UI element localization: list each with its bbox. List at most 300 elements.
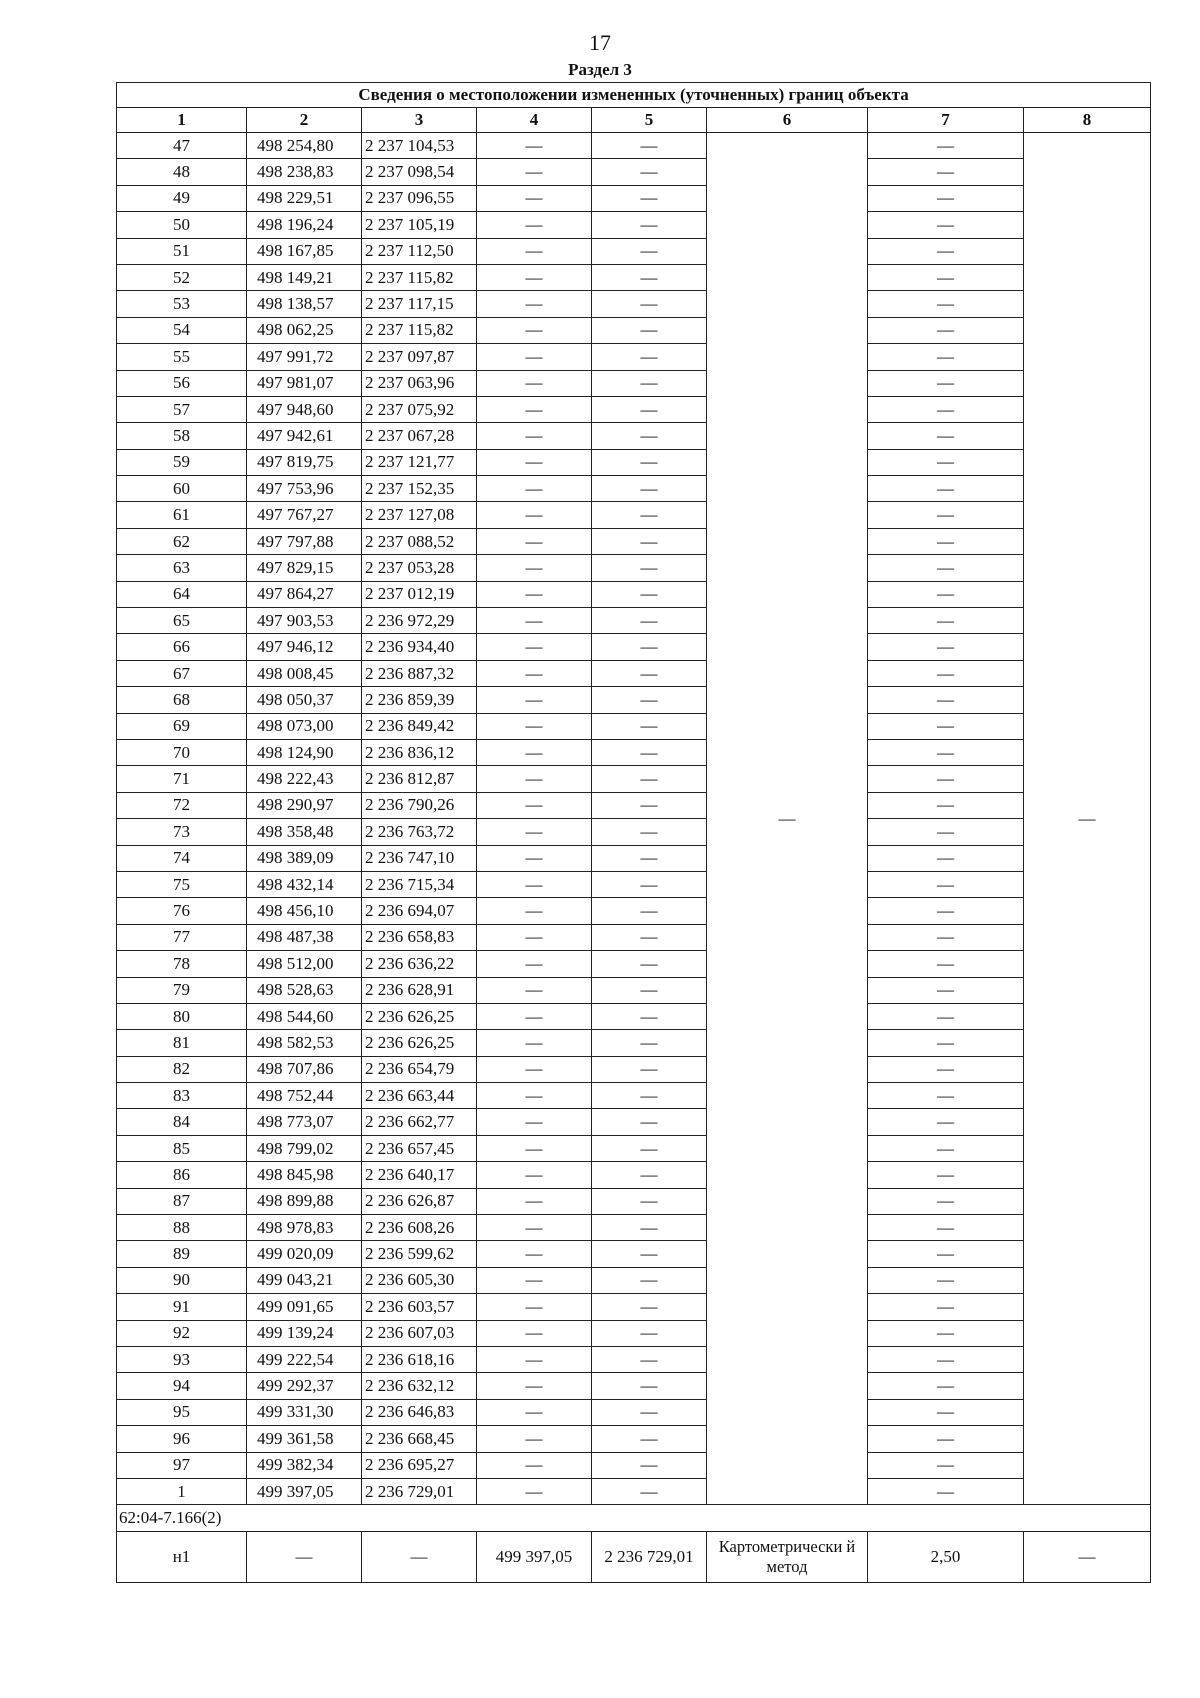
coord-x: 498 222,43 — [247, 766, 362, 792]
col5-dash: — — [592, 1320, 707, 1346]
col7-dash: — — [868, 581, 1024, 607]
col5-dash: — — [592, 871, 707, 897]
table-row — [117, 264, 1151, 290]
col5-dash: — — [592, 977, 707, 1003]
table-row — [117, 1083, 1151, 1109]
coord-x: 499 361,58 — [247, 1426, 362, 1452]
coord-x: 498 582,53 — [247, 1030, 362, 1056]
col5-dash: — — [592, 185, 707, 211]
table-row — [117, 1294, 1151, 1320]
column-header-2: 2 — [247, 108, 362, 133]
col4-dash: — — [477, 1294, 592, 1320]
col4-dash: — — [477, 423, 592, 449]
col7-dash: — — [868, 608, 1024, 634]
col4-dash: — — [477, 344, 592, 370]
col4-dash: — — [477, 528, 592, 554]
coord-y: 2 236 663,44 — [362, 1083, 477, 1109]
point-number: 92 — [117, 1320, 247, 1346]
col5-dash: — — [592, 238, 707, 264]
cadastral-number: 62:04-7.166(2) — [117, 1505, 1151, 1532]
final-col3: — — [362, 1532, 477, 1583]
coord-x: 498 512,00 — [247, 951, 362, 977]
col7-dash: — — [868, 1426, 1024, 1452]
col4-dash: — — [477, 1056, 592, 1082]
table-row — [117, 608, 1151, 634]
coord-x: 498 707,86 — [247, 1056, 362, 1082]
col5-dash: — — [592, 555, 707, 581]
point-number: 88 — [117, 1215, 247, 1241]
coord-y: 2 236 654,79 — [362, 1056, 477, 1082]
coord-x: 498 167,85 — [247, 238, 362, 264]
column-header-4: 4 — [477, 108, 592, 133]
column-header-5: 5 — [592, 108, 707, 133]
col4-dash: — — [477, 185, 592, 211]
col6-merged-dash: — — [707, 133, 868, 1505]
col5-dash: — — [592, 476, 707, 502]
col4-dash: — — [477, 1399, 592, 1425]
col7-dash: — — [868, 1452, 1024, 1478]
point-number: 64 — [117, 581, 247, 607]
coord-y: 2 236 658,83 — [362, 924, 477, 950]
col7-dash: — — [868, 555, 1024, 581]
col5-dash: — — [592, 291, 707, 317]
col5-dash: — — [592, 1215, 707, 1241]
column-header-7: 7 — [868, 108, 1024, 133]
coord-x: 498 544,60 — [247, 1003, 362, 1029]
col7-dash: — — [868, 1030, 1024, 1056]
coord-y: 2 236 715,34 — [362, 871, 477, 897]
coord-x: 498 290,97 — [247, 792, 362, 818]
table-row — [117, 1003, 1151, 1029]
final-point: н1 — [117, 1532, 247, 1583]
col5-dash: — — [592, 608, 707, 634]
table-row — [117, 1162, 1151, 1188]
point-number: 82 — [117, 1056, 247, 1082]
col7-dash: — — [868, 159, 1024, 185]
point-number: 94 — [117, 1373, 247, 1399]
table-row — [117, 819, 1151, 845]
coord-x: 497 942,61 — [247, 423, 362, 449]
col4-dash: — — [477, 291, 592, 317]
col4-dash: — — [477, 951, 592, 977]
point-number: 80 — [117, 1003, 247, 1029]
coord-x: 498 845,98 — [247, 1162, 362, 1188]
coord-y: 2 237 121,77 — [362, 449, 477, 475]
col7-dash: — — [868, 1135, 1024, 1161]
col4-dash: — — [477, 739, 592, 765]
col7-dash: — — [868, 1162, 1024, 1188]
col5-dash: — — [592, 951, 707, 977]
coord-y: 2 237 115,82 — [362, 317, 477, 343]
col5-dash: — — [592, 1452, 707, 1478]
table-row — [117, 1452, 1151, 1478]
table-row — [117, 898, 1151, 924]
col7-dash: — — [868, 819, 1024, 845]
final-accuracy: 2,50 — [868, 1532, 1024, 1583]
point-number: 87 — [117, 1188, 247, 1214]
point-number: 68 — [117, 687, 247, 713]
col7-dash: — — [868, 317, 1024, 343]
col5-dash: — — [592, 1109, 707, 1135]
coord-y: 2 237 104,53 — [362, 133, 477, 159]
coord-x: 498 073,00 — [247, 713, 362, 739]
table-row — [117, 133, 1151, 159]
col7-dash: — — [868, 766, 1024, 792]
point-number: 62 — [117, 528, 247, 554]
coord-y: 2 236 657,45 — [362, 1135, 477, 1161]
coord-y: 2 236 747,10 — [362, 845, 477, 871]
col5-dash: — — [592, 766, 707, 792]
coord-y: 2 236 603,57 — [362, 1294, 477, 1320]
coord-y: 2 237 105,19 — [362, 212, 477, 238]
coord-x: 499 020,09 — [247, 1241, 362, 1267]
table-row — [117, 423, 1151, 449]
coord-x: 499 331,30 — [247, 1399, 362, 1425]
col4-dash: — — [477, 1320, 592, 1346]
table-row — [117, 977, 1151, 1003]
col7-dash: — — [868, 871, 1024, 897]
col4-dash: — — [477, 1452, 592, 1478]
col7-dash: — — [868, 1478, 1024, 1504]
col5-dash: — — [592, 1083, 707, 1109]
col4-dash: — — [477, 819, 592, 845]
col4-dash: — — [477, 449, 592, 475]
table-row — [117, 159, 1151, 185]
col7-dash: — — [868, 264, 1024, 290]
point-number: 91 — [117, 1294, 247, 1320]
col4-dash: — — [477, 687, 592, 713]
coord-y: 2 237 075,92 — [362, 396, 477, 422]
coord-y: 2 236 859,39 — [362, 687, 477, 713]
col4-dash: — — [477, 634, 592, 660]
col4-dash: — — [477, 871, 592, 897]
point-number: 93 — [117, 1346, 247, 1372]
col4-dash: — — [477, 766, 592, 792]
col7-dash: — — [868, 977, 1024, 1003]
col7-dash: — — [868, 370, 1024, 396]
table-row — [117, 951, 1151, 977]
table-row — [117, 1215, 1151, 1241]
col5-dash: — — [592, 159, 707, 185]
col5-dash: — — [592, 1135, 707, 1161]
coord-y: 2 236 599,62 — [362, 1241, 477, 1267]
point-number: 84 — [117, 1109, 247, 1135]
coord-y: 2 236 694,07 — [362, 898, 477, 924]
col5-dash: — — [592, 792, 707, 818]
coord-x: 497 829,15 — [247, 555, 362, 581]
point-number: 52 — [117, 264, 247, 290]
coord-x: 498 062,25 — [247, 317, 362, 343]
coord-x: 498 528,63 — [247, 977, 362, 1003]
column-header-8: 8 — [1024, 108, 1151, 133]
point-number: 51 — [117, 238, 247, 264]
col5-dash: — — [592, 344, 707, 370]
col7-dash: — — [868, 898, 1024, 924]
table-row — [117, 1030, 1151, 1056]
coord-x: 498 149,21 — [247, 264, 362, 290]
col4-dash: — — [477, 845, 592, 871]
table-row — [117, 1320, 1151, 1346]
coord-y: 2 236 607,03 — [362, 1320, 477, 1346]
table-row — [117, 291, 1151, 317]
point-number: 90 — [117, 1267, 247, 1293]
table-row — [117, 212, 1151, 238]
coord-y: 2 236 636,22 — [362, 951, 477, 977]
col5-dash: — — [592, 502, 707, 528]
col4-dash: — — [477, 1030, 592, 1056]
coord-y: 2 236 662,77 — [362, 1109, 477, 1135]
coord-y: 2 237 115,82 — [362, 264, 477, 290]
col4-dash: — — [477, 238, 592, 264]
col5-dash: — — [592, 1294, 707, 1320]
coord-x: 498 456,10 — [247, 898, 362, 924]
final-y: 2 236 729,01 — [592, 1532, 707, 1583]
col4-dash: — — [477, 1215, 592, 1241]
col7-dash: — — [868, 713, 1024, 739]
table-row — [117, 396, 1151, 422]
col4-dash: — — [477, 792, 592, 818]
col4-dash: — — [477, 1083, 592, 1109]
col5-dash: — — [592, 1030, 707, 1056]
col5-dash: — — [592, 924, 707, 950]
col5-dash: — — [592, 739, 707, 765]
coord-y: 2 236 836,12 — [362, 739, 477, 765]
point-number: 79 — [117, 977, 247, 1003]
point-number: 63 — [117, 555, 247, 581]
point-number: 59 — [117, 449, 247, 475]
coord-x: 497 991,72 — [247, 344, 362, 370]
coord-x: 498 487,38 — [247, 924, 362, 950]
point-number: 1 — [117, 1478, 247, 1504]
col7-dash: — — [868, 1294, 1024, 1320]
col5-dash: — — [592, 898, 707, 924]
coord-y: 2 236 972,29 — [362, 608, 477, 634]
coord-y: 2 237 096,55 — [362, 185, 477, 211]
col7-dash: — — [868, 1241, 1024, 1267]
coord-y: 2 237 112,50 — [362, 238, 477, 264]
point-number: 69 — [117, 713, 247, 739]
coord-x: 497 981,07 — [247, 370, 362, 396]
table-row — [117, 766, 1151, 792]
point-number: 67 — [117, 660, 247, 686]
col7-dash: — — [868, 660, 1024, 686]
col4-dash: — — [477, 1003, 592, 1029]
col5-dash: — — [592, 423, 707, 449]
table-row — [117, 1056, 1151, 1082]
col4-dash: — — [477, 660, 592, 686]
col4-dash: — — [477, 396, 592, 422]
coord-x: 498 752,44 — [247, 1083, 362, 1109]
point-number: 57 — [117, 396, 247, 422]
col4-dash: — — [477, 264, 592, 290]
col4-dash: — — [477, 370, 592, 396]
col5-dash: — — [592, 1346, 707, 1372]
col7-dash: — — [868, 212, 1024, 238]
point-number: 53 — [117, 291, 247, 317]
col7-dash: — — [868, 423, 1024, 449]
col5-dash: — — [592, 1373, 707, 1399]
col4-dash: — — [477, 1267, 592, 1293]
col4-dash: — — [477, 502, 592, 528]
boundary-table — [116, 82, 1151, 1583]
coord-x: 498 254,80 — [247, 133, 362, 159]
table-row — [117, 1241, 1151, 1267]
final-method: Картометрически й метод — [707, 1532, 868, 1583]
col5-dash: — — [592, 581, 707, 607]
col5-dash: — — [592, 449, 707, 475]
col4-dash: — — [477, 133, 592, 159]
col7-dash: — — [868, 449, 1024, 475]
coord-x: 498 389,09 — [247, 845, 362, 871]
col4-dash: — — [477, 1109, 592, 1135]
coord-x: 497 767,27 — [247, 502, 362, 528]
point-number: 81 — [117, 1030, 247, 1056]
col7-dash: — — [868, 396, 1024, 422]
col7-dash: — — [868, 1188, 1024, 1214]
coord-x: 498 773,07 — [247, 1109, 362, 1135]
coord-y: 2 237 152,35 — [362, 476, 477, 502]
col7-dash: — — [868, 1215, 1024, 1241]
point-number: 50 — [117, 212, 247, 238]
col5-dash: — — [592, 713, 707, 739]
table-header-row — [117, 108, 1151, 133]
coord-y: 2 236 605,30 — [362, 1267, 477, 1293]
column-header-3: 3 — [362, 108, 477, 133]
coord-x: 498 238,83 — [247, 159, 362, 185]
table-row — [117, 1399, 1151, 1425]
col7-dash: — — [868, 792, 1024, 818]
coord-x: 498 138,57 — [247, 291, 362, 317]
coord-y: 2 237 098,54 — [362, 159, 477, 185]
coord-x: 497 864,27 — [247, 581, 362, 607]
col4-dash: — — [477, 1188, 592, 1214]
final-col8: — — [1024, 1532, 1151, 1583]
coord-x: 497 797,88 — [247, 528, 362, 554]
coord-y: 2 236 646,83 — [362, 1399, 477, 1425]
col5-dash: — — [592, 1003, 707, 1029]
col5-dash: — — [592, 1426, 707, 1452]
col4-dash: — — [477, 581, 592, 607]
coord-x: 498 978,83 — [247, 1215, 362, 1241]
point-number: 47 — [117, 133, 247, 159]
coord-y: 2 236 934,40 — [362, 634, 477, 660]
coord-x: 497 946,12 — [247, 634, 362, 660]
table-row — [117, 871, 1151, 897]
point-number: 75 — [117, 871, 247, 897]
final-x: 499 397,05 — [477, 1532, 592, 1583]
col7-dash: — — [868, 291, 1024, 317]
col4-dash: — — [477, 924, 592, 950]
col5-dash: — — [592, 317, 707, 343]
coord-x: 499 397,05 — [247, 1478, 362, 1504]
coord-y: 2 237 012,19 — [362, 581, 477, 607]
final-col2: — — [247, 1532, 362, 1583]
coord-y: 2 237 063,96 — [362, 370, 477, 396]
point-number: 70 — [117, 739, 247, 765]
col7-dash: — — [868, 1399, 1024, 1425]
point-number: 55 — [117, 344, 247, 370]
coord-y: 2 236 887,32 — [362, 660, 477, 686]
col5-dash: — — [592, 370, 707, 396]
coord-y: 2 236 626,25 — [362, 1003, 477, 1029]
coord-y: 2 237 053,28 — [362, 555, 477, 581]
col5-dash: — — [592, 212, 707, 238]
col4-dash: — — [477, 898, 592, 924]
coord-y: 2 236 812,87 — [362, 766, 477, 792]
table-row — [117, 238, 1151, 264]
table-row — [117, 555, 1151, 581]
point-number: 56 — [117, 370, 247, 396]
col4-dash: — — [477, 1162, 592, 1188]
point-number: 65 — [117, 608, 247, 634]
col5-dash: — — [592, 634, 707, 660]
col7-dash: — — [868, 528, 1024, 554]
col4-dash: — — [477, 159, 592, 185]
table-row — [117, 370, 1151, 396]
col4-dash: — — [477, 555, 592, 581]
col7-dash: — — [868, 634, 1024, 660]
coord-y: 2 236 729,01 — [362, 1478, 477, 1504]
table-row — [117, 687, 1151, 713]
col4-dash: — — [477, 1478, 592, 1504]
point-number: 73 — [117, 819, 247, 845]
col7-dash: — — [868, 1346, 1024, 1372]
col5-dash: — — [592, 1478, 707, 1504]
col5-dash: — — [592, 1267, 707, 1293]
point-number: 60 — [117, 476, 247, 502]
coord-y: 2 236 626,25 — [362, 1030, 477, 1056]
coord-x: 497 948,60 — [247, 396, 362, 422]
coord-x: 497 903,53 — [247, 608, 362, 634]
coord-x: 498 050,37 — [247, 687, 362, 713]
coord-x: 499 222,54 — [247, 1346, 362, 1372]
col4-dash: — — [477, 1426, 592, 1452]
col8-merged-dash: — — [1024, 133, 1151, 1505]
col7-dash: — — [868, 687, 1024, 713]
col4-dash: — — [477, 212, 592, 238]
table-caption: Сведения о местоположении измененных (уточненных) границ объекта — [117, 83, 1151, 108]
col7-dash: — — [868, 238, 1024, 264]
table-row — [117, 1478, 1151, 1504]
table-row — [117, 792, 1151, 818]
coord-y: 2 236 632,12 — [362, 1373, 477, 1399]
col4-dash: — — [477, 317, 592, 343]
coord-y: 2 236 626,87 — [362, 1188, 477, 1214]
col5-dash: — — [592, 264, 707, 290]
table-row — [117, 185, 1151, 211]
point-number: 49 — [117, 185, 247, 211]
col7-dash: — — [868, 502, 1024, 528]
point-number: 97 — [117, 1452, 247, 1478]
col5-dash: — — [592, 1056, 707, 1082]
col4-dash: — — [477, 977, 592, 1003]
coord-y: 2 237 127,08 — [362, 502, 477, 528]
col7-dash: — — [868, 1267, 1024, 1293]
col7-dash: — — [868, 1373, 1024, 1399]
column-header-6: 6 — [707, 108, 868, 133]
coord-y: 2 236 618,16 — [362, 1346, 477, 1372]
table-row — [117, 634, 1151, 660]
col7-dash: — — [868, 1056, 1024, 1082]
coord-x: 499 292,37 — [247, 1373, 362, 1399]
table-row-final — [117, 1532, 1151, 1583]
col7-dash: — — [868, 1083, 1024, 1109]
col7-dash: — — [868, 924, 1024, 950]
coord-y: 2 236 668,45 — [362, 1426, 477, 1452]
col4-dash: — — [477, 713, 592, 739]
point-number: 48 — [117, 159, 247, 185]
col5-dash: — — [592, 528, 707, 554]
